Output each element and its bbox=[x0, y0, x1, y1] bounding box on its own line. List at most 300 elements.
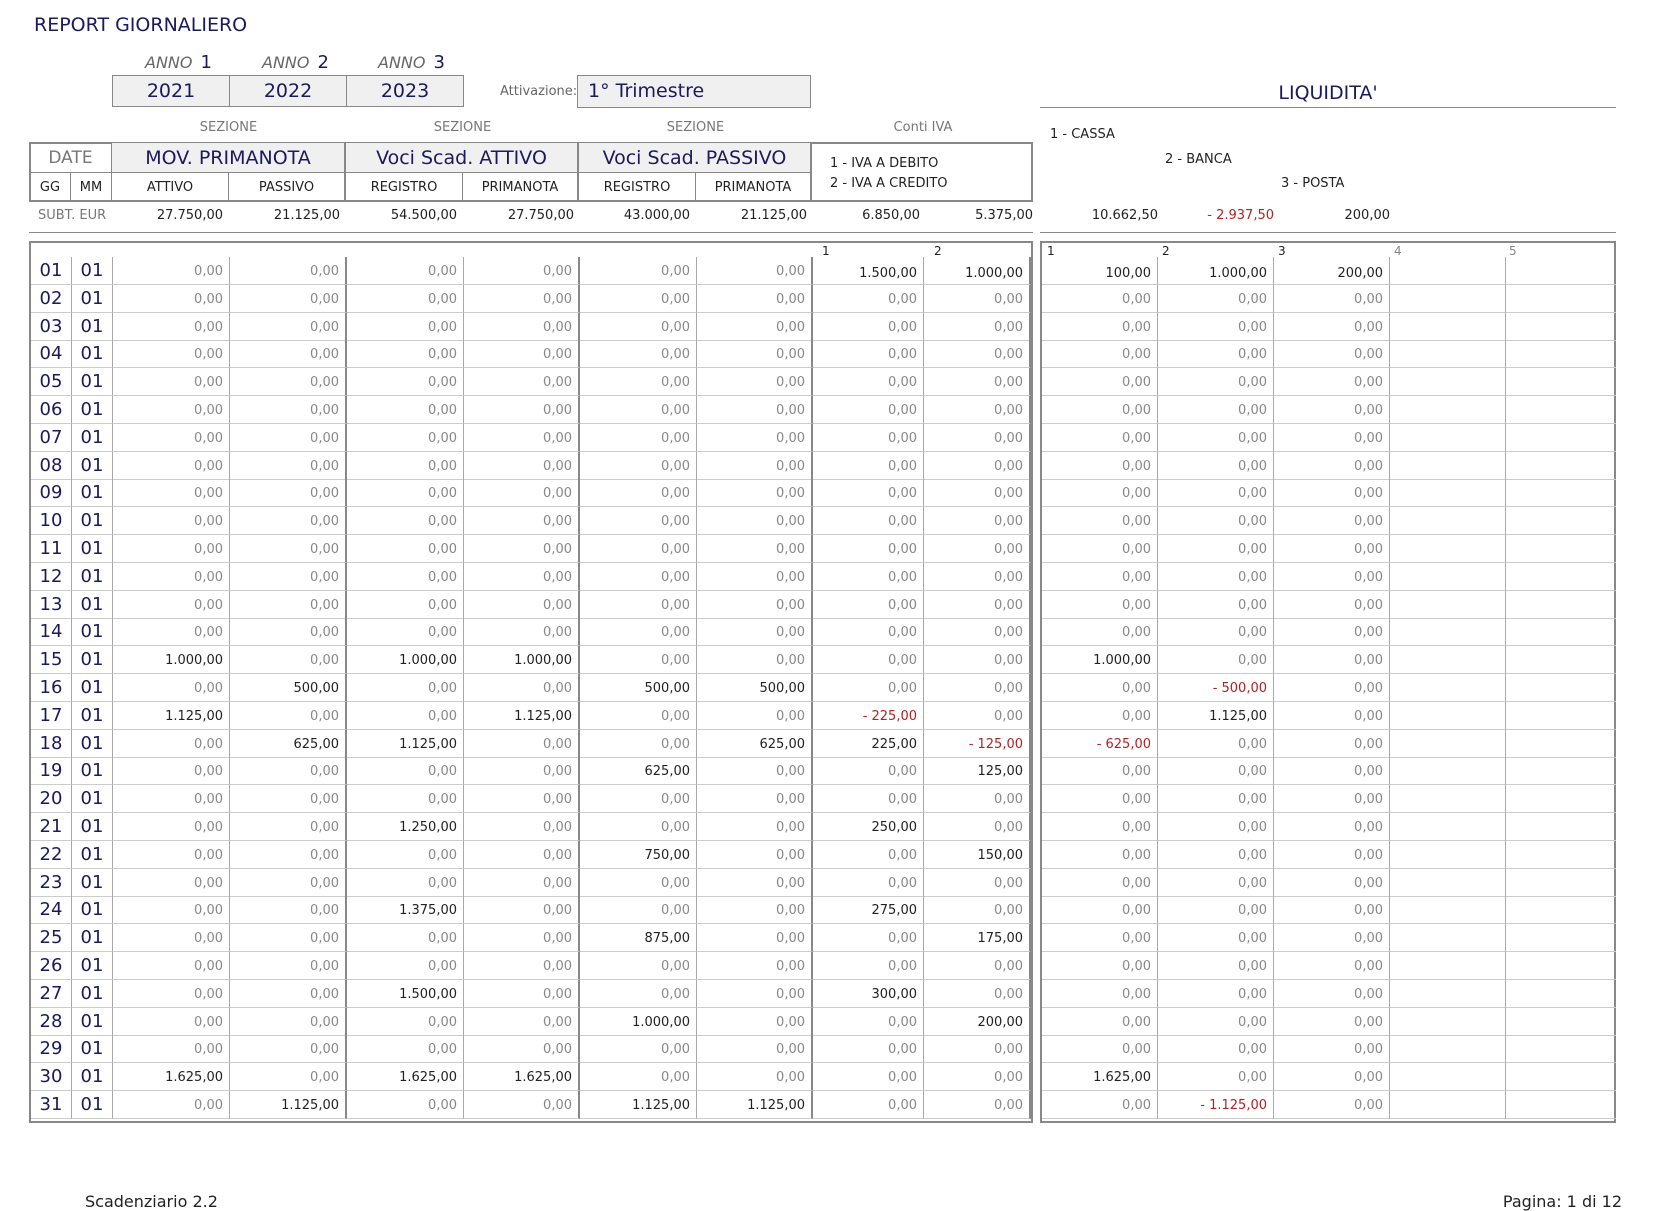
value-cell: 0,00 bbox=[347, 1035, 464, 1063]
liquidita-cell: 0,00 bbox=[1274, 563, 1390, 591]
value-cell: 225,00 bbox=[813, 730, 924, 758]
value-cell: 0,00 bbox=[347, 674, 464, 702]
value-cell: 0,00 bbox=[230, 1035, 347, 1063]
liquidita-row bbox=[1042, 757, 1614, 785]
liquidita-cell: 0,00 bbox=[1158, 285, 1274, 313]
liquidita-cell bbox=[1506, 1091, 1616, 1119]
liquidita-cell bbox=[1390, 896, 1506, 924]
value-cell: 0,00 bbox=[813, 479, 924, 507]
value-cell: 0,00 bbox=[813, 340, 924, 368]
liquidita-cell: 0,00 bbox=[1158, 591, 1274, 619]
liquidita-cell: 0,00 bbox=[1042, 563, 1158, 591]
liquidita-cell: 0,00 bbox=[1042, 757, 1158, 785]
day-cell: 17 bbox=[31, 702, 72, 730]
value-cell: 0,00 bbox=[347, 340, 464, 368]
liquidita-row bbox=[1042, 424, 1614, 452]
liquidita-cell: 0,00 bbox=[1042, 340, 1158, 368]
liquidita-cell: - 500,00 bbox=[1158, 674, 1274, 702]
liquidita-cell: 0,00 bbox=[1158, 618, 1274, 646]
month-cell: 01 bbox=[72, 702, 113, 730]
value-cell: 0,00 bbox=[230, 1008, 347, 1036]
value-cell: 0,00 bbox=[813, 1035, 924, 1063]
value-cell: 125,00 bbox=[924, 757, 1031, 785]
value-cell: 0,00 bbox=[697, 924, 813, 952]
value-cell: 0,00 bbox=[464, 479, 580, 507]
liquidita-cell: 0,00 bbox=[1042, 1035, 1158, 1063]
value-cell: 1.500,00 bbox=[347, 980, 464, 1008]
month-cell: 01 bbox=[72, 340, 113, 368]
liquidita-cell bbox=[1506, 1063, 1616, 1091]
month-cell: 01 bbox=[72, 479, 113, 507]
liquidita-cell: 0,00 bbox=[1158, 424, 1274, 452]
liquidita-cell: 0,00 bbox=[1042, 285, 1158, 313]
table-row bbox=[31, 396, 1031, 424]
day-cell: 11 bbox=[31, 535, 72, 563]
liquidita-cell: 0,00 bbox=[1158, 479, 1274, 507]
value-cell: 0,00 bbox=[580, 702, 697, 730]
table-row bbox=[31, 1063, 1031, 1091]
value-cell: 0,00 bbox=[464, 535, 580, 563]
liquidita-row bbox=[1042, 841, 1614, 869]
liquidita-cell: 0,00 bbox=[1274, 452, 1390, 480]
value-cell: 1.625,00 bbox=[347, 1063, 464, 1091]
value-cell: 0,00 bbox=[113, 869, 230, 897]
day-cell: 07 bbox=[31, 424, 72, 452]
table-row bbox=[31, 368, 1031, 396]
value-cell: 0,00 bbox=[924, 952, 1031, 980]
value-cell: 0,00 bbox=[347, 507, 464, 535]
value-cell: 0,00 bbox=[464, 674, 580, 702]
value-cell: 0,00 bbox=[464, 1091, 580, 1119]
month-cell: 01 bbox=[72, 841, 113, 869]
table-row bbox=[31, 841, 1031, 869]
table-row bbox=[31, 285, 1031, 313]
value-cell: 0,00 bbox=[347, 1091, 464, 1119]
value-cell: 0,00 bbox=[230, 257, 347, 285]
table-row bbox=[31, 591, 1031, 619]
liquidita-cell: 0,00 bbox=[1274, 1091, 1390, 1119]
liq-col-number: 1 bbox=[1047, 244, 1055, 258]
liquidita-cell bbox=[1390, 646, 1506, 674]
value-cell: 0,00 bbox=[813, 618, 924, 646]
liquidita-row bbox=[1042, 285, 1614, 313]
value-cell: 0,00 bbox=[580, 507, 697, 535]
value-cell: 0,00 bbox=[230, 285, 347, 313]
value-cell: 0,00 bbox=[697, 507, 813, 535]
liquidita-cell: 0,00 bbox=[1042, 618, 1158, 646]
table-row bbox=[31, 340, 1031, 368]
value-cell: 0,00 bbox=[924, 285, 1031, 313]
date-header: DATE bbox=[30, 143, 112, 173]
iva-debito-legend: 1 - IVA A DEBITO bbox=[830, 156, 939, 171]
liquidita-cell: 0,00 bbox=[1042, 507, 1158, 535]
value-cell: 0,00 bbox=[924, 591, 1031, 619]
value-cell: 0,00 bbox=[697, 396, 813, 424]
value-cell: 0,00 bbox=[813, 285, 924, 313]
liquidita-cell: 0,00 bbox=[1158, 646, 1274, 674]
day-cell: 21 bbox=[31, 813, 72, 841]
value-cell: 0,00 bbox=[113, 340, 230, 368]
value-cell: 0,00 bbox=[697, 841, 813, 869]
value-cell: 0,00 bbox=[697, 869, 813, 897]
conti-iva-label: Conti IVA bbox=[893, 120, 953, 135]
value-cell: 0,00 bbox=[464, 618, 580, 646]
liquidita-cell bbox=[1390, 674, 1506, 702]
liquidita-cell: 0,00 bbox=[1158, 896, 1274, 924]
value-cell: 0,00 bbox=[813, 591, 924, 619]
value-cell: 0,00 bbox=[347, 285, 464, 313]
liquidita-cell: 0,00 bbox=[1274, 424, 1390, 452]
app-version: Scadenziario 2.2 bbox=[85, 1192, 218, 1211]
value-cell: 0,00 bbox=[813, 757, 924, 785]
value-cell: 0,00 bbox=[230, 869, 347, 897]
value-cell: 0,00 bbox=[813, 785, 924, 813]
value-cell: 0,00 bbox=[230, 980, 347, 1008]
value-cell: 0,00 bbox=[924, 1035, 1031, 1063]
liquidita-cell: 0,00 bbox=[1042, 424, 1158, 452]
liquidita-cell: 0,00 bbox=[1274, 618, 1390, 646]
value-cell: 0,00 bbox=[697, 535, 813, 563]
value-cell: 0,00 bbox=[697, 785, 813, 813]
liquidita-cell bbox=[1390, 285, 1506, 313]
legend-banca: 2 - BANCA bbox=[1165, 152, 1232, 167]
iva-col-number: 2 bbox=[934, 244, 942, 258]
value-cell: 0,00 bbox=[347, 757, 464, 785]
value-cell: 0,00 bbox=[697, 1035, 813, 1063]
value-cell: 0,00 bbox=[230, 757, 347, 785]
liquidita-cell: 0,00 bbox=[1274, 1035, 1390, 1063]
value-cell: 0,00 bbox=[580, 340, 697, 368]
value-cell: 0,00 bbox=[113, 479, 230, 507]
value-cell: 0,00 bbox=[580, 313, 697, 341]
value-cell: 0,00 bbox=[113, 368, 230, 396]
day-cell: 01 bbox=[31, 257, 72, 285]
day-cell: 13 bbox=[31, 591, 72, 619]
value-cell: 0,00 bbox=[697, 479, 813, 507]
value-cell: 0,00 bbox=[580, 813, 697, 841]
value-cell: 0,00 bbox=[813, 535, 924, 563]
value-cell: 0,00 bbox=[924, 646, 1031, 674]
day-cell: 23 bbox=[31, 869, 72, 897]
table-row bbox=[31, 702, 1031, 730]
liquidita-cell: 0,00 bbox=[1158, 841, 1274, 869]
liquidita-cell: 0,00 bbox=[1274, 340, 1390, 368]
subtotal-value: 43.000,00 bbox=[623, 208, 690, 223]
liquidita-cell: 0,00 bbox=[1274, 980, 1390, 1008]
liquidita-divider bbox=[1040, 107, 1616, 108]
value-cell: 0,00 bbox=[230, 646, 347, 674]
subtotal-value: 27.750,00 bbox=[156, 208, 223, 223]
value-cell: 150,00 bbox=[924, 841, 1031, 869]
value-cell: 0,00 bbox=[813, 396, 924, 424]
liquidita-cell bbox=[1506, 785, 1616, 813]
liquidita-cell bbox=[1506, 396, 1616, 424]
value-cell: 0,00 bbox=[230, 452, 347, 480]
value-cell: 0,00 bbox=[580, 1063, 697, 1091]
value-cell: 0,00 bbox=[813, 313, 924, 341]
value-cell: 0,00 bbox=[697, 368, 813, 396]
liquidita-cell bbox=[1506, 813, 1616, 841]
mm-header: MM bbox=[71, 173, 112, 201]
month-cell: 01 bbox=[72, 980, 113, 1008]
liquidita-cell: 0,00 bbox=[1158, 452, 1274, 480]
value-cell: 0,00 bbox=[113, 841, 230, 869]
liquidita-title: LIQUIDITA' bbox=[1278, 82, 1378, 104]
liquidita-cell bbox=[1506, 674, 1616, 702]
value-cell: 0,00 bbox=[113, 1091, 230, 1119]
liquidita-cell bbox=[1506, 591, 1616, 619]
value-cell: 0,00 bbox=[464, 1035, 580, 1063]
liquidita-row bbox=[1042, 313, 1614, 341]
value-cell: 0,00 bbox=[113, 507, 230, 535]
value-cell: 1.125,00 bbox=[347, 730, 464, 758]
value-cell: 0,00 bbox=[347, 702, 464, 730]
liq-subtotal-divider bbox=[1040, 232, 1616, 233]
day-cell: 31 bbox=[31, 1091, 72, 1119]
liq-col-number: 5 bbox=[1509, 244, 1517, 258]
value-cell: 0,00 bbox=[230, 535, 347, 563]
value-cell: 500,00 bbox=[230, 674, 347, 702]
liquidita-row bbox=[1042, 340, 1614, 368]
table-row bbox=[31, 1091, 1031, 1119]
value-cell: 0,00 bbox=[580, 396, 697, 424]
value-cell: 0,00 bbox=[113, 952, 230, 980]
value-cell: 0,00 bbox=[113, 924, 230, 952]
liquidita-cell bbox=[1390, 479, 1506, 507]
day-cell: 16 bbox=[31, 674, 72, 702]
subtotal-label: SUBT. EUR bbox=[38, 208, 107, 223]
value-cell: 0,00 bbox=[230, 785, 347, 813]
liquidita-cell: 0,00 bbox=[1158, 785, 1274, 813]
liquidita-cell: - 625,00 bbox=[1042, 730, 1158, 758]
value-cell: 0,00 bbox=[113, 757, 230, 785]
value-cell: 1.625,00 bbox=[113, 1063, 230, 1091]
table-row bbox=[31, 618, 1031, 646]
liquidita-cell bbox=[1390, 1091, 1506, 1119]
sezione-label-primanota: SEZIONE bbox=[199, 120, 258, 135]
day-cell: 08 bbox=[31, 452, 72, 480]
liquidita-cell bbox=[1506, 702, 1616, 730]
liquidita-cell: 0,00 bbox=[1274, 285, 1390, 313]
liquidita-cell: 0,00 bbox=[1274, 896, 1390, 924]
value-cell: 0,00 bbox=[580, 730, 697, 758]
liquidita-cell bbox=[1390, 452, 1506, 480]
value-cell: 0,00 bbox=[813, 841, 924, 869]
value-cell: 0,00 bbox=[464, 980, 580, 1008]
sub-header-passivo: PASSIVO bbox=[229, 173, 346, 201]
liquidita-cell: 0,00 bbox=[1274, 396, 1390, 424]
liquidita-cell bbox=[1506, 507, 1616, 535]
liquidita-cell: 0,00 bbox=[1158, 1035, 1274, 1063]
liquidita-cell bbox=[1506, 340, 1616, 368]
liquidita-cell: 0,00 bbox=[1274, 702, 1390, 730]
value-cell: 0,00 bbox=[464, 841, 580, 869]
liquidita-cell bbox=[1390, 785, 1506, 813]
liquidita-cell: 0,00 bbox=[1274, 841, 1390, 869]
value-cell: 0,00 bbox=[813, 563, 924, 591]
table-row bbox=[31, 257, 1031, 285]
liquidita-cell bbox=[1390, 340, 1506, 368]
sub-header-registro-passivo: REGISTRO bbox=[579, 173, 696, 201]
table-row bbox=[31, 646, 1031, 674]
value-cell: 0,00 bbox=[347, 313, 464, 341]
day-cell: 30 bbox=[31, 1063, 72, 1091]
value-cell: 0,00 bbox=[580, 535, 697, 563]
liquidita-cell: 0,00 bbox=[1042, 869, 1158, 897]
liquidita-cell: 0,00 bbox=[1158, 1008, 1274, 1036]
value-cell: 0,00 bbox=[697, 952, 813, 980]
liquidita-cell: 0,00 bbox=[1158, 757, 1274, 785]
sub-header-attivo: ATTIVO bbox=[112, 173, 229, 201]
value-cell: 0,00 bbox=[697, 1008, 813, 1036]
value-cell: 0,00 bbox=[924, 340, 1031, 368]
value-cell: 0,00 bbox=[464, 730, 580, 758]
value-cell: 0,00 bbox=[230, 924, 347, 952]
value-cell: 0,00 bbox=[113, 563, 230, 591]
liquidita-cell bbox=[1390, 257, 1506, 285]
liquidita-cell: 0,00 bbox=[1042, 813, 1158, 841]
day-cell: 06 bbox=[31, 396, 72, 424]
liquidita-cell bbox=[1390, 618, 1506, 646]
value-cell: 0,00 bbox=[113, 730, 230, 758]
value-cell: 0,00 bbox=[580, 1035, 697, 1063]
liquidita-row bbox=[1042, 535, 1614, 563]
value-cell: 0,00 bbox=[464, 869, 580, 897]
day-cell: 29 bbox=[31, 1035, 72, 1063]
liquidita-cell: 1.125,00 bbox=[1158, 702, 1274, 730]
value-cell: 0,00 bbox=[230, 479, 347, 507]
sub-header-registro-attivo: REGISTRO bbox=[346, 173, 463, 201]
value-cell: 0,00 bbox=[230, 841, 347, 869]
legend-cassa: 1 - CASSA bbox=[1050, 127, 1115, 142]
value-cell: 0,00 bbox=[464, 396, 580, 424]
attivazione-label: Attivazione: bbox=[500, 84, 578, 99]
liquidita-cell: 0,00 bbox=[1042, 952, 1158, 980]
liquidita-cell: 0,00 bbox=[1274, 479, 1390, 507]
value-cell: 0,00 bbox=[697, 757, 813, 785]
value-cell: 0,00 bbox=[230, 424, 347, 452]
liquidita-cell: 0,00 bbox=[1274, 535, 1390, 563]
value-cell: 0,00 bbox=[924, 396, 1031, 424]
value-cell: 0,00 bbox=[924, 869, 1031, 897]
anno-3-label: ANNO 3 bbox=[378, 52, 445, 73]
value-cell: 1.000,00 bbox=[580, 1008, 697, 1036]
liquidita-cell: 0,00 bbox=[1042, 674, 1158, 702]
value-cell: 0,00 bbox=[347, 452, 464, 480]
liquidita-cell bbox=[1390, 368, 1506, 396]
value-cell: 0,00 bbox=[580, 257, 697, 285]
liquidita-cell bbox=[1506, 257, 1616, 285]
year-3-field[interactable]: 2023 bbox=[346, 75, 464, 107]
value-cell: 625,00 bbox=[697, 730, 813, 758]
table-row bbox=[31, 896, 1031, 924]
sub-header-primanota-passivo: PRIMANOTA bbox=[696, 173, 812, 201]
liquidita-cell bbox=[1506, 952, 1616, 980]
year-1-field[interactable]: 2021 bbox=[112, 75, 230, 107]
month-cell: 01 bbox=[72, 285, 113, 313]
liquidita-cell: 0,00 bbox=[1274, 757, 1390, 785]
liquidita-cell bbox=[1506, 1008, 1616, 1036]
value-cell: 625,00 bbox=[230, 730, 347, 758]
value-cell: 0,00 bbox=[113, 1035, 230, 1063]
liquidita-cell: 0,00 bbox=[1042, 980, 1158, 1008]
iva-col-number: 1 bbox=[822, 244, 830, 258]
section-primanota: MOV. PRIMANOTA bbox=[112, 143, 346, 173]
liquidita-cell bbox=[1506, 313, 1616, 341]
value-cell: 0,00 bbox=[464, 591, 580, 619]
liquidita-row bbox=[1042, 674, 1614, 702]
value-cell: 0,00 bbox=[230, 340, 347, 368]
liquidita-cell: 0,00 bbox=[1274, 730, 1390, 758]
liquidita-cell: 0,00 bbox=[1158, 869, 1274, 897]
liquidita-row bbox=[1042, 507, 1614, 535]
value-cell: 0,00 bbox=[347, 869, 464, 897]
liquidita-cell bbox=[1390, 424, 1506, 452]
attivazione-field[interactable]: 1° Trimestre bbox=[577, 75, 811, 108]
value-cell: 0,00 bbox=[347, 924, 464, 952]
value-cell: 0,00 bbox=[697, 591, 813, 619]
liquidita-cell: 0,00 bbox=[1042, 313, 1158, 341]
value-cell: 500,00 bbox=[697, 674, 813, 702]
value-cell: 1.125,00 bbox=[580, 1091, 697, 1119]
value-cell: 0,00 bbox=[580, 368, 697, 396]
liquidita-cell: 0,00 bbox=[1274, 785, 1390, 813]
value-cell: 0,00 bbox=[924, 618, 1031, 646]
liquidita-row bbox=[1042, 452, 1614, 480]
value-cell: 1.000,00 bbox=[113, 646, 230, 674]
liquidita-cell bbox=[1390, 952, 1506, 980]
subtotal-value: 27.750,00 bbox=[507, 208, 574, 223]
table-row bbox=[31, 980, 1031, 1008]
value-cell: 0,00 bbox=[113, 980, 230, 1008]
value-cell: 0,00 bbox=[697, 896, 813, 924]
value-cell: 0,00 bbox=[813, 869, 924, 897]
value-cell: 0,00 bbox=[230, 563, 347, 591]
liquidita-cell bbox=[1506, 924, 1616, 952]
gg-header: GG bbox=[30, 173, 71, 201]
sub-header-primanota-attivo: PRIMANOTA bbox=[463, 173, 579, 201]
liquidita-cell: 0,00 bbox=[1158, 340, 1274, 368]
value-cell: 0,00 bbox=[347, 479, 464, 507]
value-cell: 0,00 bbox=[230, 396, 347, 424]
liquidita-cell bbox=[1390, 1035, 1506, 1063]
value-cell: 0,00 bbox=[580, 563, 697, 591]
month-cell: 01 bbox=[72, 869, 113, 897]
value-cell: 1.500,00 bbox=[813, 257, 924, 285]
month-cell: 01 bbox=[72, 1035, 113, 1063]
liquidita-row bbox=[1042, 563, 1614, 591]
month-cell: 01 bbox=[72, 674, 113, 702]
day-cell: 14 bbox=[31, 618, 72, 646]
liquidita-row bbox=[1042, 1091, 1614, 1119]
value-cell: 1.000,00 bbox=[347, 646, 464, 674]
subtotal-value: 5.375,00 bbox=[975, 208, 1033, 223]
liquidita-cell: 0,00 bbox=[1042, 1008, 1158, 1036]
anno-1-label: ANNO 1 bbox=[145, 52, 212, 73]
value-cell: 0,00 bbox=[813, 924, 924, 952]
value-cell: 0,00 bbox=[924, 702, 1031, 730]
value-cell: 0,00 bbox=[924, 896, 1031, 924]
value-cell: 0,00 bbox=[924, 813, 1031, 841]
year-2-field[interactable]: 2022 bbox=[229, 75, 347, 107]
value-cell: 0,00 bbox=[230, 896, 347, 924]
table-row bbox=[31, 674, 1031, 702]
day-cell: 26 bbox=[31, 952, 72, 980]
value-cell: 0,00 bbox=[697, 424, 813, 452]
month-cell: 01 bbox=[72, 313, 113, 341]
table-row bbox=[31, 563, 1031, 591]
day-cell: 22 bbox=[31, 841, 72, 869]
